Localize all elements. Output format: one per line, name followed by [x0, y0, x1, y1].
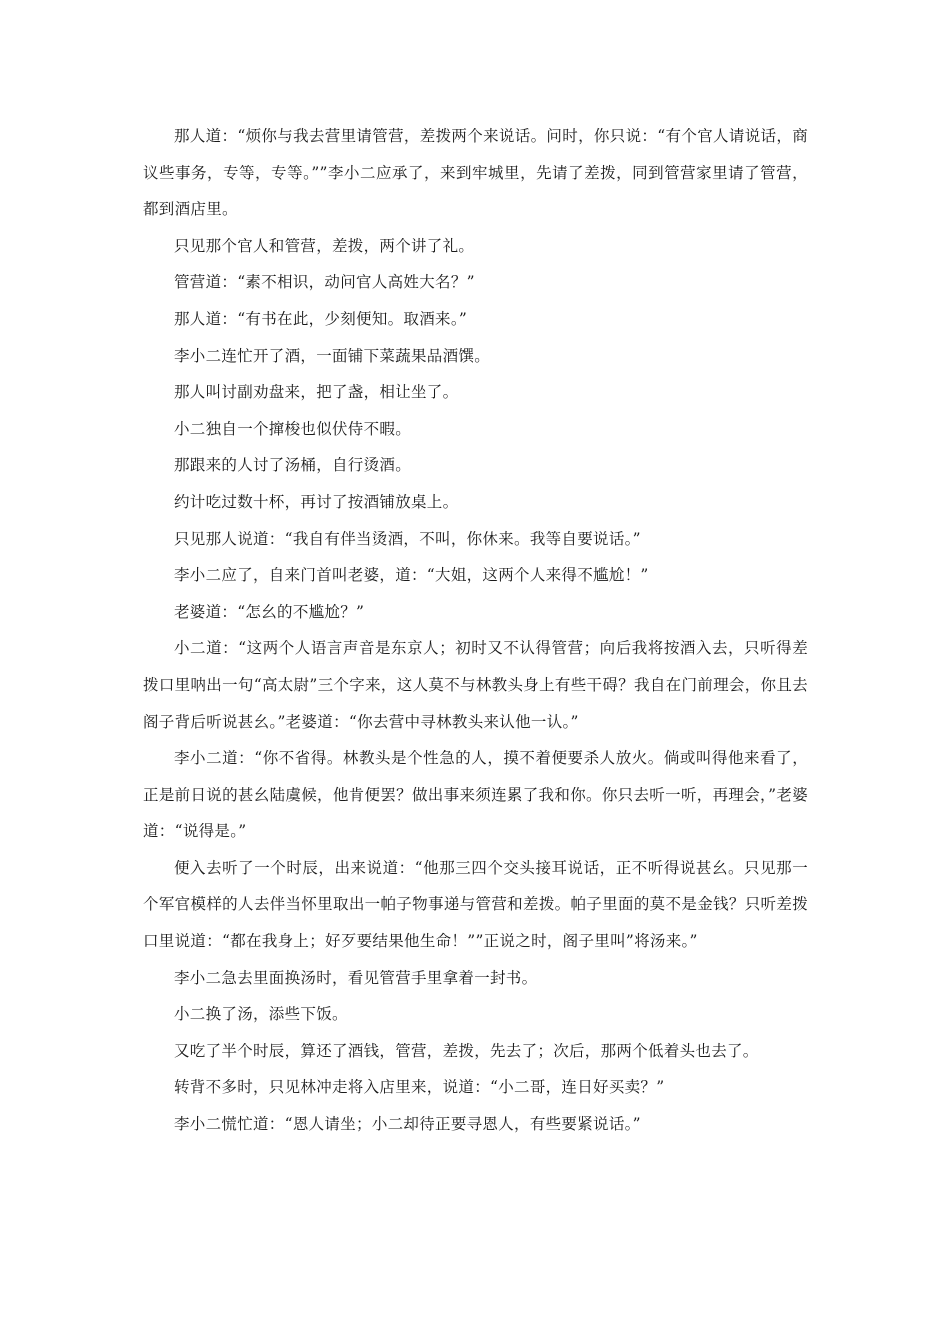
paragraph: 小二独自一个撺梭也似伏侍不暇。 [174, 419, 412, 438]
paragraph: 只见那人说道：“我自有伴当烫酒，不叫，你休来。我等自要说话。” [174, 529, 641, 548]
paragraph: 老婆道：“怎幺的不尴尬？” [174, 602, 365, 621]
paragraph: 管营道：“素不相识，动问官人高姓大名？” [174, 273, 475, 292]
paragraph: 那跟来的人讨了汤桶，自行烫酒。 [174, 456, 412, 475]
paragraph: 那人叫讨副劝盘来，把了盏，相让坐了。 [174, 383, 459, 402]
document-body [143, 118, 808, 1143]
paragraph: 便入去听了一个时辰，出来说道：“他那三四个交头接耳说话，正不听得说甚幺。只见那一个军官模样的人去伴当怀里取出一帕子物事递与管营和差拨。帕子里面的莫不是金钱？只听差拨口里说道：“都在我身上；好歹要结果他生命！””正说之时，阁子里叫”将汤来。” [143, 858, 808, 951]
paragraph: 那人道：“有书在此，少刻便知。取酒来。” [174, 309, 468, 328]
paragraph: 李小二慌忙道：“恩人请坐；小二却待正要寻恩人，有些要紧说话。” [174, 1115, 641, 1134]
paragraph: 约计吃过数十杯，再讨了按酒铺放桌上。 [174, 492, 459, 511]
paragraph: 李小二急去里面换汤时，看见管营手里拿着一封书。 [174, 968, 538, 987]
paragraph: 只见那个官人和管营，差拨，两个讲了礼。 [174, 236, 475, 255]
paragraph: 李小二道：“你不省得。林教头是个性急的人，摸不着便要杀人放火。倘或叫得他来看了，正是前日说的甚幺陆虞候，他肯便罢？做出事来须连累了我和你。你只去听一听，再理会，”老婆道：“说得是。” [143, 749, 808, 841]
paragraph: 小二换了汤，添些下饭。 [174, 1005, 348, 1024]
paragraph: 李小二应了，自来门首叫老婆，道：“大姐，这两个人来得不尴尬！” [174, 566, 649, 585]
paragraph: 李小二连忙开了酒，一面铺下菜蔬果品酒馔。 [174, 346, 491, 365]
paragraph: 小二道：“这两个人语言声音是东京人；初时又不认得管营；向后我将按酒入去，只听得差拨口里呐出一句“高太尉”三个字来，这人莫不与林教头身上有些干碍？我自在门前理会，你且去阁子背后听说甚幺。”老婆道：“你去营中寻林教头来认他一认。” [143, 639, 808, 731]
paragraph: 那人道：“烦你与我去营里请管营，差拨两个来说话。问时，你只说：“有个官人请说话，商议些事务，专等，专等。””李小二应承了，来到牢城里，先请了差拨，同到管营家里请了管营，都到酒店里。 [143, 127, 808, 219]
paragraph: 又吃了半个时辰，算还了酒钱，管营，差拨，先去了；次后，那两个低着头也去了。 [174, 1041, 759, 1060]
paragraph: 转背不多时，只见林冲走将入店里来，说道：“小二哥，连日好买卖？” [174, 1078, 665, 1097]
